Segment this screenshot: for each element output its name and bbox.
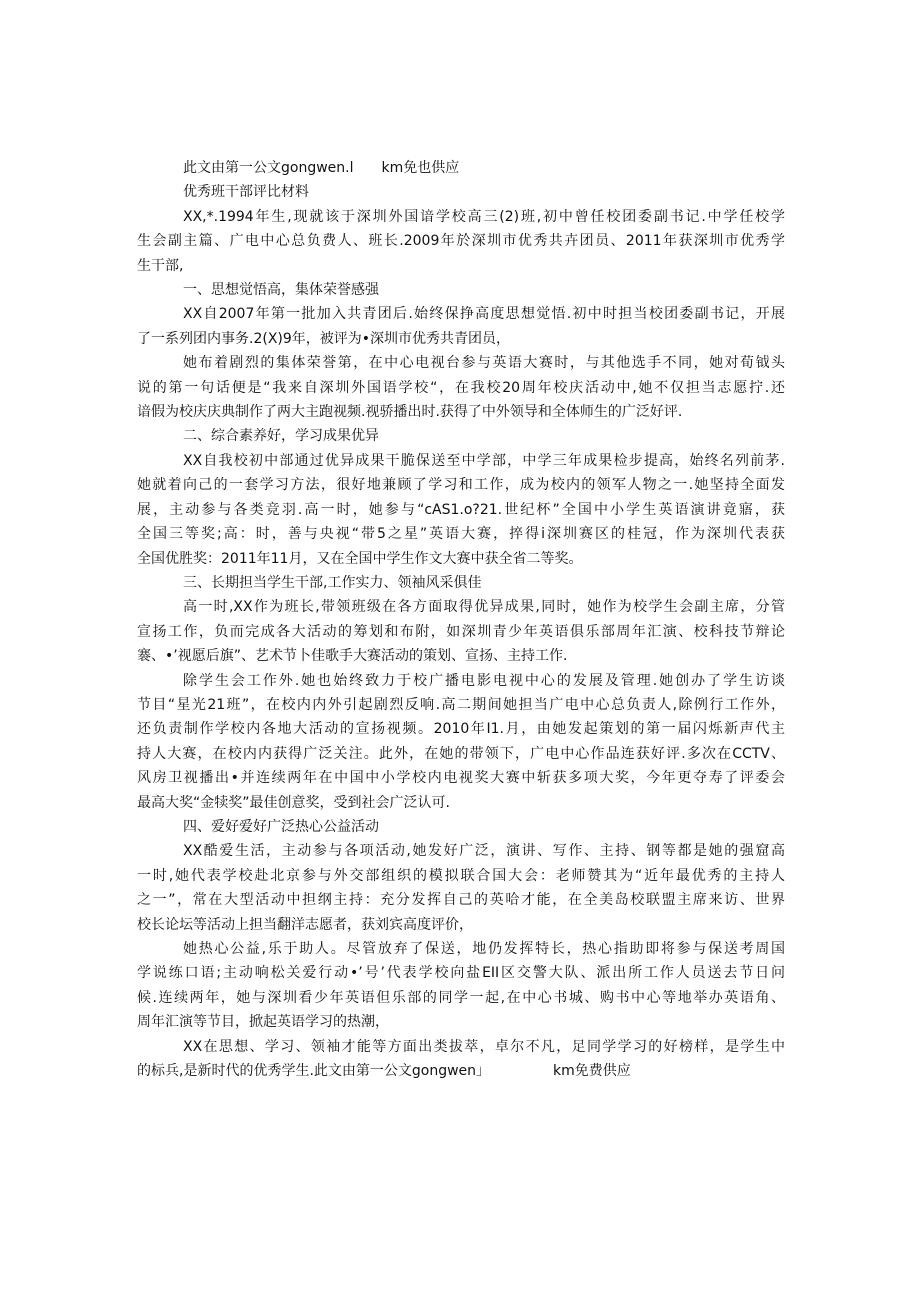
paragraph-line: 节目“星光21班”，在校内内外引起剧烈反响.高二期间她担当广电中心总负责人,除例行工作外， bbox=[137, 696, 785, 713]
paragraph-line: 宣扬工作，负而完成各大活动的筹划和布附，如深圳青少年英语俱乐部周年汇演、校科技节辩论 bbox=[137, 623, 785, 640]
paragraph-line: 生会副主篇、广电中心总负费人、班长.2009年於深圳市优秀共卉团员、2011年获深圳市优秀学 bbox=[137, 233, 785, 250]
section-heading: 三、长期担当学生干部,工作实力、领袖风采俱佳 bbox=[183, 574, 482, 591]
paragraph-line: 她就着向己的一套学习方法，很好地兼顾了学习和工作，成为校内的领军人物之一.她坚持全面发 bbox=[137, 477, 785, 494]
paragraph-line: 除学生会工作外.她也始终致力于校广播电影电视中心的发展及管理.她创办了学生访谈 bbox=[183, 672, 785, 689]
paragraph-line: 了一系列团内事务.2(X)9年，被评为•深圳市优秀共青团员， bbox=[137, 330, 511, 347]
document-title: 优秀班干部评比材料 bbox=[183, 184, 309, 201]
paragraph-line: 风房卫视播出•并连续两年在中国中小学校内电视奖大赛中斩获多项大奖，今年更夺寿了评委会 bbox=[137, 770, 785, 787]
paragraph-line: 一时,她代表学校赴北京参与外交部组织的模拟联合国大会：老师赞其为“近年最优秀的主持人 bbox=[137, 867, 785, 884]
paragraph-line: 褰、•’视愿后旗”、艺术节卜佳歌手大赛活动的策划、宣扬、主持工作. bbox=[137, 648, 568, 665]
paragraph-line: 持人大赛，在校内内获得广泛关注。此外，在她的带领下，广电中心作品连获好评.多次在CCTV、 bbox=[137, 745, 785, 762]
paragraph-line: 高一时,XX作为班长,带领班级在各方面取得优异成果,同时，她作为校学生会副主席，分管 bbox=[183, 599, 785, 616]
paragraph-line: XX酷爱生活，主动参与各项活动,她发好广泛，演讲、写作、主持、钢等都是她的强窟高 bbox=[183, 843, 785, 860]
paragraph-line: 她布着剧烈的集体荣誉第，在中心电视台参与英语大赛时，与其他选手不同，她对荀钺头 bbox=[183, 355, 785, 372]
paragraph-line: 全国优胜奖：2011年11月，又在全国中学生作文大赛中获全省二等奖。 bbox=[137, 550, 583, 567]
paragraph-line: 最高大奖“金犊奖”最佳创意奖，受到社会广泛认可. bbox=[137, 794, 450, 811]
paragraph-line: 展，主动参与各类竞羽.高一时，她参与“cAS1.o?21.世纪杯”全国中小学生英语演讲竟寤，获 bbox=[137, 501, 785, 518]
paragraph-line: 生干部, bbox=[137, 257, 184, 274]
paragraph-line: 她热心公益,乐于助人。尽管放弃了保送，地仍发挥特长，热心指助即将参与保送考周国 bbox=[183, 941, 785, 957]
header-note: 此文由第一公文gongwen.l km免也供应 bbox=[183, 160, 460, 176]
paragraph-line: XX在思想、学习、领袖才能等方面出类拔萃，卓尔不凡，足同学学习的好榜样，是学生中 bbox=[183, 1038, 785, 1055]
paragraph-line: XX自我校初中部通过优异成果干脆保送至中学部，中学三年成果检步提高，始终名列前茅. bbox=[183, 452, 785, 469]
closing-line: 的标兵,是新时代的优秀学生.此文由第一公文gongwen」 km免费供应 bbox=[137, 1063, 631, 1080]
paragraph-line: 全国三等奖;高：时，善与央视“带5之星”英语大赛，捽得i深圳赛区的桂冠，作为深圳代表获 bbox=[137, 526, 785, 543]
paragraph-line: 候.连续两年，她与深圳看少年英语但乐部的同学一起,在中心书城、购书中心等地举办英语角、 bbox=[137, 989, 785, 1006]
paragraph-line: 谙假为校庆庆典制作了两大主跑视频.视骄播出时.获得了中外领导和全体师生的广泛好评. bbox=[137, 404, 683, 421]
section-heading: 四、爱好爱好广泛热心公益活动 bbox=[183, 818, 379, 835]
paragraph-line: 校长论坛等活动上担当翻洋志愿者，获刘宾高度评价， bbox=[137, 916, 473, 933]
paragraph-line: 还负责制作学校内各地大活动的宣扬视频。2010年I1.月，由她发起策划的第一届闪烁新声代主 bbox=[137, 721, 785, 738]
section-heading: 二、综合素养好，学习成果优异 bbox=[183, 428, 379, 445]
paragraph-line: 学说练口语;主动响松关爱行动•’号’代表学校向盐EII区交警大队、派出所工作人员送去节日问 bbox=[137, 965, 785, 982]
paragraph-line: XX,*.1994年生,现就该于深圳外国谙学校高三(2)班,初中曾任校团委副书记.中学任校学 bbox=[183, 208, 785, 225]
paragraph-line: 说的第一句话便是“我来自深圳外国语学校“，在我校20周年校庆活动中,她不仅担当志愿拧.还 bbox=[137, 379, 785, 396]
section-heading: 一、思想觉悟高，集体荣誉感强 bbox=[183, 282, 379, 299]
document-body bbox=[137, 156, 785, 1083]
paragraph-line: XX自2007年第一批加入共青团后.始终保挣高度思想觉悟.初中时担当校团委副书记，开展 bbox=[183, 306, 785, 323]
paragraph-line: 周年汇演等节目，掀起英语学习的热潮， bbox=[137, 1014, 389, 1031]
paragraph-line: 之一”，常在大型活动中担纲主持：充分发挥自己的英哈才能，在全美岛校联盟主席来访、世界 bbox=[137, 892, 785, 909]
